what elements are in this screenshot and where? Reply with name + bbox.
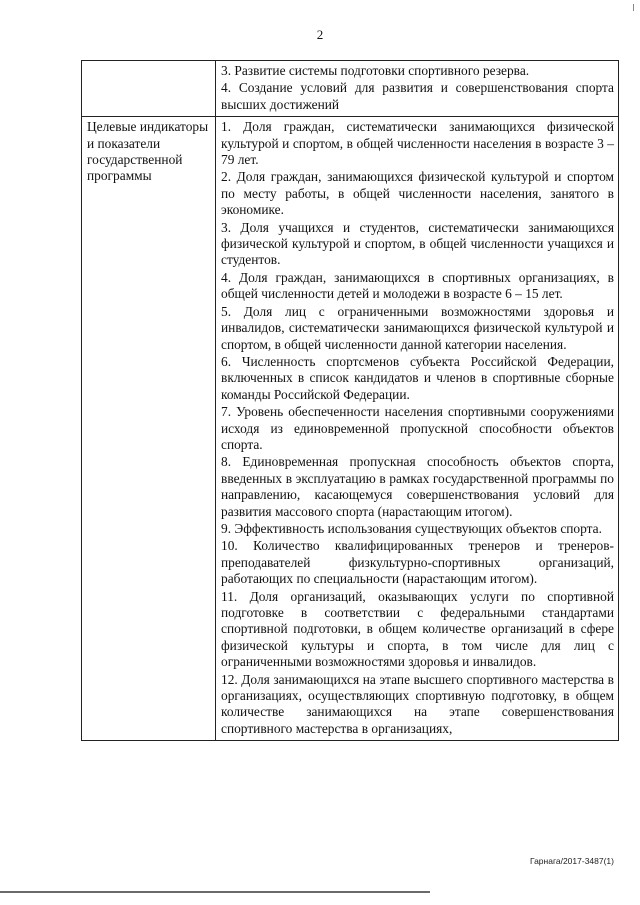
list-item: 8. Единовременная пропускная способность объектов спорта, введенных в эксплуатацию в рамках государственной программы по направлению, касающемуся совершенствования условий для развития массового спорта (нарастающим итогом).: [221, 454, 614, 519]
program-table: [81, 60, 619, 741]
list-item: 4. Доля граждан, занимающихся в спортивных организациях, в общей численности детей и молодежи в возрасте 6 – 15 лет.: [221, 269, 614, 302]
list-item: 10. Количество квалифицированных тренеров и тренеров-преподавателей физкультурно-спортивных организаций, работающих по специальности (нарастающим итогом).: [221, 538, 614, 587]
list-item: 5. Доля лиц с ограниченными возможностями здоровья и инвалидов, систематически занимающихся физической культурой и спортом, в общей численности данной категории населения.: [221, 303, 614, 352]
list-item: 9. Эффективность использования существующих объектов спорта.: [221, 520, 602, 536]
list-item: 12. Доля занимающихся на этапе высшего спортивного мастерства в организациях, осуществляющих спортивную подготовку, в общем количестве занимающихся на этапе совершенствования спортивного мастерства в организациях,: [221, 671, 614, 736]
page-number: 2: [316, 27, 324, 42]
row-label-cell: [82, 61, 216, 117]
list-item: 1. Доля граждан, систематически занимающихся физической культурой и спортом, в общей численности населения в возрасте 3 – 79 лет.: [221, 119, 614, 168]
list-item: 2. Доля граждан, занимающихся физической культурой и спортом по месту работы, в общей численности населения, занятого в экономике.: [221, 169, 614, 218]
list-item: 7. Уровень обеспеченности населения спортивными сооружениями исходя из единовременной пропускной способности объектов спорта.: [221, 404, 614, 452]
row-content-cell: [216, 117, 619, 741]
list-item: 3. Развитие системы подготовки спортивного резерва.: [221, 63, 530, 78]
scan-mark: [633, 4, 634, 11]
table-row: [82, 117, 619, 741]
document-code: Гарнага/2017-3487(1): [529, 856, 614, 866]
table-body: [82, 61, 619, 741]
list-item: 4. Создание условий для развития и совершенствования спорта высших достижений: [221, 80, 614, 112]
table-row: [82, 61, 619, 117]
row-label: Целевые индикаторы и показатели государственной программы: [87, 119, 209, 184]
row-label-cell: [82, 117, 216, 741]
list-item: 11. Доля организаций, оказывающих услуги по спортивной подготовке в соответствии с федеральными стандартами спортивной подготовки, в общем количестве организаций в сфере физической культуры и спорта, в том числе для лиц с ограниченными возможностями здоровья и инвалидов.: [221, 588, 614, 670]
list-item: 6. Численность спортсменов субъекта Российской Федерации, включенных в список кандидатов и членов в спортивные сборные команды Российской Федерации.: [221, 353, 614, 402]
footer-rule: [0, 891, 430, 893]
row-content-cell: [216, 61, 619, 117]
list-item: 3. Доля учащихся и студентов, систематически занимающихся физической культурой и спортом, в общей численности учащихся и студентов.: [221, 219, 614, 268]
